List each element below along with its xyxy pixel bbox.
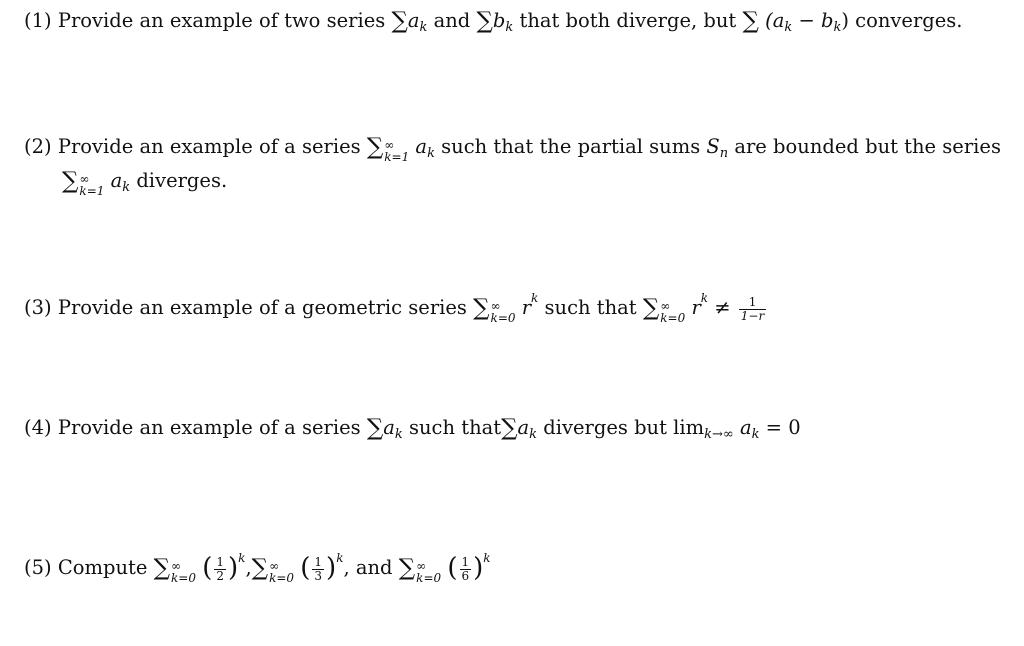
right-paren: ) — [228, 553, 239, 583]
problem-text: Provide an example of two series — [57, 9, 386, 32]
sum-symbol: ∑ — [366, 415, 384, 441]
math-operator: − — [798, 9, 815, 32]
sum-limits — [660, 300, 685, 324]
sum-symbol: ∑ — [366, 134, 384, 160]
problem-number: (3) — [24, 296, 52, 319]
problem-1 — [24, 7, 1006, 41]
right-paren: ) — [473, 553, 484, 583]
problem-3 — [24, 285, 1006, 324]
sum-symbol: ∑ — [62, 168, 79, 194]
math-term: a — [415, 135, 428, 158]
sum-symbol: ∑ — [642, 295, 660, 321]
math-exponent: k — [700, 291, 709, 305]
left-paren: ( — [202, 553, 213, 583]
problem-text: such that — [544, 296, 637, 319]
problem-text: and — [433, 9, 471, 32]
sum-symbol: ∑ — [398, 555, 416, 581]
problem-text: are bounded but the series — [734, 135, 1001, 158]
math-term: a — [739, 416, 752, 439]
problem-2 — [24, 133, 1006, 201]
math-subscript: k — [427, 146, 435, 161]
sum-symbol: ∑ — [742, 8, 759, 34]
math-exponent: k — [483, 551, 491, 565]
math-term: S — [706, 135, 720, 158]
math-subscript: k — [833, 20, 842, 35]
fraction — [739, 296, 766, 323]
problem-number: (4) — [24, 416, 52, 439]
sum-upper-limit: ∞ — [660, 299, 671, 313]
problem-text: , and — [343, 556, 393, 579]
math-operator: ≠ — [714, 296, 731, 319]
problem-number: (1) — [24, 9, 52, 32]
problem-4 — [24, 414, 1006, 448]
math-subscript: k — [529, 427, 538, 442]
sum-upper-limit: ∞ — [79, 172, 90, 186]
math-term: a — [110, 169, 123, 192]
sum-lower-limit: k=0 — [171, 571, 196, 585]
fraction-denominator: 2 — [216, 569, 224, 583]
sum-lower-limit: k=0 — [490, 311, 516, 325]
fraction — [214, 556, 226, 583]
fraction-denominator: 6 — [461, 569, 470, 583]
math-subscript: k — [394, 427, 403, 442]
sum-limits — [269, 560, 294, 584]
punctuation: , — [245, 556, 252, 579]
math-term: a — [383, 416, 395, 439]
sum-limits — [384, 139, 409, 163]
problem-text: Provide an example of a geometric series — [57, 296, 467, 319]
problem-text: that both diverge, but — [519, 9, 737, 32]
problem-text: such that — [408, 416, 502, 439]
problem-5 — [24, 545, 1006, 584]
math-term: b — [492, 9, 506, 32]
math-subscript: k — [751, 427, 760, 442]
math-subscript: k — [784, 20, 793, 35]
problem-number: (2) — [24, 135, 52, 158]
math-equation-tail: = 0 — [765, 416, 801, 439]
limit-subscript: k→∞ — [704, 427, 734, 442]
math-term: (a — [765, 9, 785, 32]
left-paren: ( — [447, 553, 458, 583]
sum-limits — [491, 300, 516, 324]
sum-lower-limit: k=1 — [79, 184, 105, 198]
sum-symbol: ∑ — [153, 555, 171, 581]
math-exponent: k — [238, 551, 246, 565]
problem-text: ) converges. — [841, 9, 963, 32]
math-term: r — [521, 296, 532, 319]
math-subscript: k — [122, 180, 131, 195]
left-paren: ( — [300, 553, 311, 583]
sum-lower-limit: k=0 — [416, 571, 442, 585]
fraction-numerator: 1 — [314, 554, 323, 569]
sum-symbol: ∑ — [501, 415, 518, 441]
right-paren: ) — [326, 553, 337, 583]
problem-text: diverges but lim — [543, 416, 705, 439]
math-term: r — [691, 296, 701, 319]
problem-text: Provide an example of a series — [57, 135, 361, 158]
sum-lower-limit: k=1 — [384, 150, 410, 164]
sum-limits — [416, 560, 441, 584]
sum-symbol: ∑ — [391, 8, 408, 34]
problem-number: (5) — [24, 556, 52, 579]
sum-symbol: ∑ — [476, 8, 493, 34]
fraction-denominator: 3 — [314, 569, 323, 583]
sum-upper-limit: ∞ — [171, 559, 182, 573]
sum-limits — [171, 560, 196, 584]
math-exponent: k — [336, 551, 344, 565]
sum-limits — [79, 173, 104, 197]
math-subscript: k — [419, 20, 428, 35]
sum-symbol: ∑ — [473, 295, 490, 321]
sum-upper-limit: ∞ — [384, 138, 395, 152]
fraction-numerator: 1 — [739, 296, 766, 310]
sum-upper-limit: ∞ — [269, 559, 280, 573]
fraction-numerator: 1 — [461, 554, 470, 569]
math-subscript: n — [719, 146, 729, 161]
fraction — [312, 556, 324, 583]
math-term: b — [820, 9, 834, 32]
math-term: a — [407, 9, 420, 32]
sum-lower-limit: k=0 — [660, 311, 686, 325]
problem-text: diverges. — [136, 169, 228, 192]
problem-text: Compute — [57, 556, 148, 579]
math-subscript: k — [505, 20, 514, 35]
sum-upper-limit: ∞ — [490, 299, 501, 313]
fraction — [460, 556, 472, 583]
sum-lower-limit: k=0 — [269, 571, 295, 585]
math-exponent: k — [531, 291, 539, 305]
problem-text: Provide an example of a series — [57, 416, 361, 439]
fraction-denominator: 1−r — [740, 309, 765, 323]
sum-symbol: ∑ — [251, 555, 269, 581]
math-term: a — [517, 416, 530, 439]
problem-text: such that the partial sums — [441, 135, 701, 158]
sum-upper-limit: ∞ — [416, 559, 427, 573]
fraction-numerator: 1 — [216, 554, 224, 569]
